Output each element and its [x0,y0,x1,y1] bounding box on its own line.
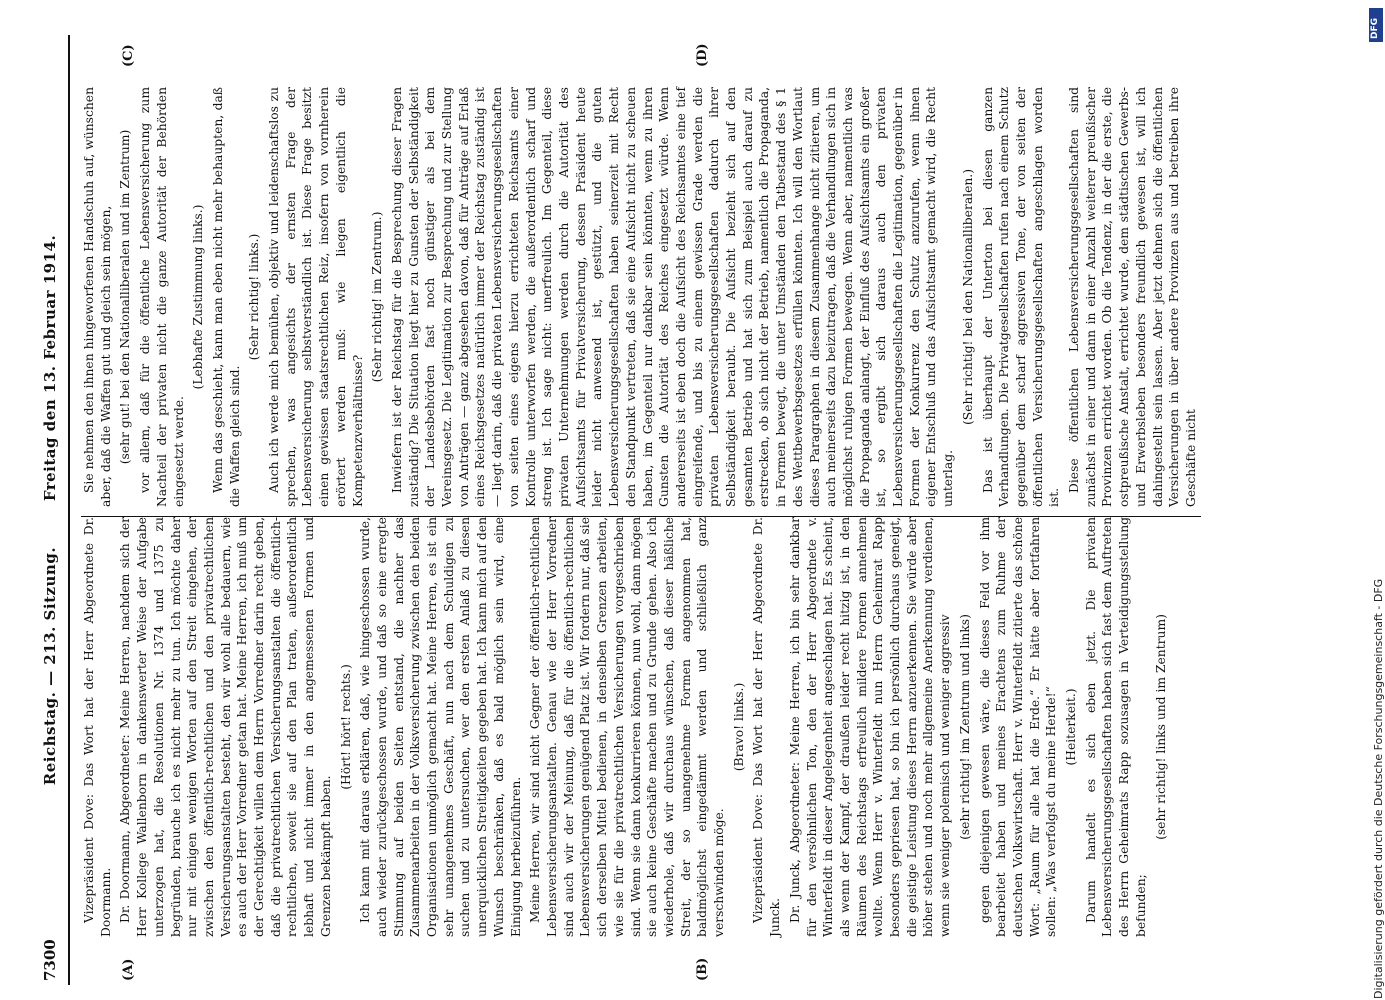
interjection: (Sehr richtig! links.) [247,233,262,361]
right-column [81,87,1201,507]
column-divider [81,516,1201,517]
header-rule [68,35,70,985]
paragraph: Das ist überhaupt der Unterton bei diesen ganzen Verhandlungen. Die Privatgesellschaften rufen nach einem Schutz gegenüber dem scharf aggressiven Tone, der von seiten der öffentlichen Versicherungsgesellschaften angeschlagen worden ist. [980,87,1062,507]
paragraph: Ich kann mit daraus erklären, daß, wie hingeschossen wurde, auch wieder zurückgeschossen wurde, und daß so eine erregte Stimmung auf beiden Seiten entstand, die nachher das Zusammenarbeiten in der Volksversicherung zwischen den beiden Organisationen unmöglich gemacht hat. Meine Herren, es ist ein sehr unangenehmes Geschäft, nun nach dem Schuldigen zu suchen und zu untersuchen, wer den ersten Anlaß zu diesen unerquicklichen Streitigkeiten gegeben hat. Ich kann mich auf den Wunsch beschränken, daß es bald möglich sein wird, eine Einigung herbeizuführen. [358,517,523,937]
interjection: (Bravo! links.) [731,682,746,772]
interjection: (Heiterkeit.) [1064,688,1079,766]
left-column [81,517,1201,937]
paragraph: Vizepräsident Dove: Das Wort hat der Herr Abgeordnete Dr. Junck. [751,517,783,937]
interjection: (Lebhafte Zustimmung links.) [191,204,206,390]
page-number: 7300 [41,939,59,981]
rotated-sheet [35,35,1325,985]
margin-marker-b: (B) [695,957,710,981]
running-head-left: Reichstag. — 213. Sitzung. [41,546,59,786]
paragraph: gegen diejenigen gewesen wäre, die dieses Feld vor ihm bearbeitet haben und meines Erachtens zum Ruhme der deutschen Volkswirtschaft. Herr v. Winterfeldt zitierte das schöne Wort: „Raum für alle hat die Erde.“ Er hätte aber fortfahren sollen: „Was verfolgst du meine Herde!“ [977,517,1059,937]
dfg-logo-text: DFG [1370,17,1380,39]
margin-marker-d: (D) [695,43,710,67]
interjection: (Hört! hört! rechts.) [338,664,353,790]
paragraph: Auch ich werde mich bemühen, objektiv und leidenschaftslos zu sprechen, was angesichts der ernsten Frage der Lebensversicherung selbstverständlich ist. Diese Frage besitzt einen gewissen staatsrechtlichen Reiz, insofern von vornherein erörtert werden muß: wie liegen eigentlich die Kompetenzverhältnisse? [267,87,365,507]
running-head [41,105,59,915]
page-header [35,35,67,985]
margin-marker-a: (A) [121,958,136,981]
paragraph: Darum handelt es sich eben jetzt. Die privaten Lebensversicherungsgesellschaften haben sich fast dem Auftreten des Herrn Geheimrats Rapp sozusagen in Verteidigungsstellung befunden; [1083,517,1148,937]
funding-credit: Digitalisierung gefördert durch die Deutsche Forschungsgemeinschaft - DFG [1372,578,1385,999]
paragraph: Sie nehmen den ihnen hingeworfenen Handschuh auf, wünschen aber, daß die Waffen gut und gleich sein mögen, [82,87,113,507]
paragraph: Vizepräsident Dove: Das Wort hat der Herr Abgeordnete Dr. Doormann. [82,517,113,937]
dfg-logo [1369,8,1383,42]
interjection: (sehr richtig! im Zentrum und links) [957,614,972,840]
paragraph: Meine Herren, wir sind nicht Gegner der öffentlich-rechtlichen Lebensversicherungsanstalten. Genau wie der Herr Vorredner sind auch wir der Meinung, daß für die öffentlich-rechtlichen Lebensversicherungen genügend Platz ist. Wir fordern nur, daß sie sich derselben Mittel bedienen, in denselben Grenzen arbeiten, wie sie für die privatrechtlichen Versicherungen vorgeschrieben sind. Wenn sie dann konkurrieren können, nun wohl, dann mögen sie auch keine Geschäfte machen und zu Grunde gehen. Also ich wiederhole, daß wir durchaus wünschen, daß dieser häßliche Streit, der so unangenehme Formen angenommen hat, baldmöglichst eingedämmt werden und schließlich ganz verschwinden möge. [528,517,727,937]
paragraph: Diese öffentlichen Lebensversicherungsgesellschaften sind zunächst in einer und dann in einer Anzahl weiterer preußischer Provinzen errichtet worden. Ob die Tendenz, in der die erste, die ostpreußische Anstalt, errichtet wurde, dem städtischen Gewerbs- und Erwerbsleben besonders freundlich gewesen ist, will ich dahingestellt sein lassen. Aber jetzt dehnen sich die öffentlichen Versicherungen in über andere Provinzen aus und betreiben ihre Geschäfte nicht [1067,87,1198,507]
paragraph: Wenn das geschieht, kann man eben nicht mehr behaupten, daß die Waffen gleich sind. [210,87,242,507]
interjection: (Sehr richtig! bei den Nationalliberalen.) [960,169,975,426]
interjection: (sehr gut! bei den Nationalliberalen und im Zentrum) [118,129,133,465]
running-head-right: Freitag den 13. Februar 1914. [41,234,59,502]
paragraph: vor allem, daß für die öffentliche Lebensversicherung zum Nachteil der privaten nicht die ganze Autorität der Behörden eingesetzt werde. [138,87,186,507]
interjection: (Sehr richtig! im Zentrum.) [370,211,385,383]
interjection: (sehr richtig! links und im Zentrum) [1153,614,1168,840]
paragraph: Dr. Doormann, Abgeordneter: Meine Herren, nachdem sich der Herr Kollege Wallenborn in dankenswerter Weise der Aufgabe unterzogen hat, die Resolutionen Nr. 1374 und 1375 zu begründen, brauche ich es nicht mehr zu tun. Ich möchte daher nur mit einigen wenigen Worten auf den Streit eingehen, der zwischen den öffentlich-rechtlichen und den privatrechtlichen Versicherungsanstalten besteht, den wir wohl alle bedauern, wie es auch der Herr Vorredner getan hat. Meine Herren, ich muß um der Gerechtigkeit willen dem Herrn Vorredner darin recht geben, daß die privatrechtlichen Versicherungsanstalten die öffentlich-rechtlichen, soweit sie auf den Plan traten, außerordentlich lebhaft und nicht immer in den angemessenen Formen und Grenzen bekämpft haben. [118,517,333,937]
paragraph: Dr. Junck, Abgeordneter: Meine Herren, ich bin sehr dankbar für den versöhnlichen Ton, den der Herr Abgeordnete v. Winterfeldt in dieser Angelegenheit angeschlagen hat. Es scheint, als wenn der Kampf, der draußen leider recht hitzig ist, in den Räumen des Reichstags erfreulich mildere Formen annehmen wollte. Wenn Herr v. Winterfeldt nun Herrn Geheimrat Rapp besonders gepriesen hat, so bin ich persönlich durchaus geneigt, die geistige Leistung dieses Herrn anzuerkennen. Sie würde aber höher stehen und noch mehr allgemeine Anerkennung verdienen, wenn sie weniger polemisch und weniger aggressiv [787,517,953,937]
paragraph: Inwiefern ist der Reichstag für die Besprechung dieser Fragen zuständig? Die Situation liegt hier zu Gunsten der Selbständigkeit der Landesbehörden fast noch günstiger als bei dem Vereinsgesetz. Die Legitimation zur Besprechung und zur Stellung von Anträgen — ganz abgesehen davon, daß für Anträge auf Erlaß eines Reichsgesetzes natürlich immer der Reichstag zuständig ist — liegt darin, daß die privaten Lebensversicherungsgesellschaften von seiten eines eigens hierzu errichteten Reichsamts einer Kontrolle unterworfen werden, die außerordentlich scharf und streng ist. Ich sage nicht: unerfreulich. Im Gegenteil, diese privaten Unternehmungen werden durch die Autorität des Aufsichtsamts für Privatversicherung, dessen Präsident heute leider nicht anwesend ist, gestützt, und die guten Lebensversicherungsgesellschaften haben seinerzeit mit Recht den Standpunkt vertreten, daß sie eine Aufsicht nicht zu scheuen haben, im Gegenteil nur dankbar sein könnten, wenn zu ihren Gunsten die Autorität des Reiches eingesetzt würde. Wenn andererseits ist eben doch die Aufsicht des Reichsamtes eine tief eingreifende, und bis zu einem gewissen Grade werden die privaten Lebensversicherungsgesellschaften dadurch ihrer Selbständigkeit beraubt. Die Aufsicht bezieht sich auf den gesamten Betrieb und hat sich zum Beispiel auch darauf zu erstrecken, ob sich nicht der Betrieb, namentlich die Propaganda, in Formen bewegt, die unter Umständen den Tatbestand des § 1 des Wettbewerbsgesetzes erfüllen könnten. Ich will den Wortlaut dieses Paragraphen in diesem Zusammenhange nicht zitieren, um auch meinerseits dazu beizutragen, daß die Verhandlungen sich in möglichst ruhigen Formen bewegen. Wenn aber, namentlich was die Propaganda anlangt, der Einfluß des Aufsichtsamts ein großer ist, so ergibt sich daraus auch den privaten Lebensversicherungsgesellschaften die Legitimation, gegenüber in Formen der Konkurrenz den Schutz anzurufen, wenn ihnen eigener Entschluß und das Aufsichtsamt gemacht wird, die Recht unterlag. [389,87,956,507]
margin-marker-c: (C) [121,44,136,67]
